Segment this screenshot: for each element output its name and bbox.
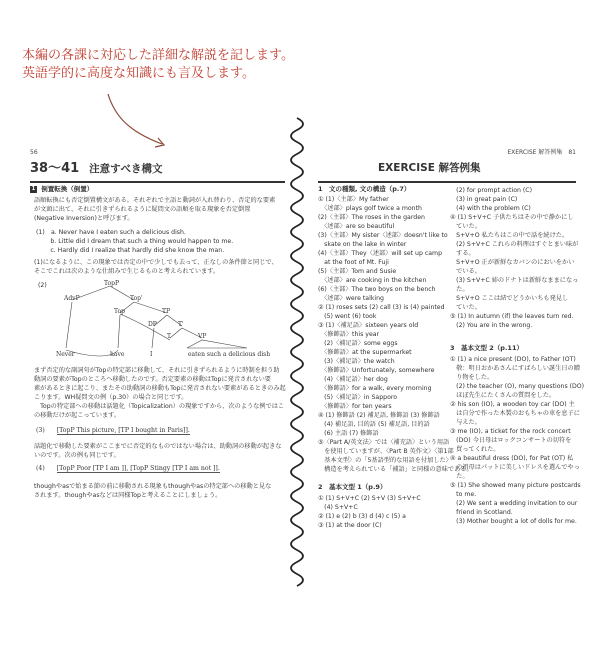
tree-node: Top' bbox=[130, 295, 143, 302]
answer-line: (2) You are in the wrong. bbox=[450, 322, 533, 329]
answer-line: (3) in great pain (C) bbox=[450, 196, 518, 203]
top-annotation-line2: 英語学的に高度な知識にも言及します。 bbox=[22, 66, 255, 81]
answer-line: ④ a beautiful dress (DO), for Pat (OT) 私 bbox=[450, 455, 574, 462]
tree-node: Top bbox=[114, 308, 125, 315]
answer-line: 基本文型〉の「5基語型的な用語を付加した〉 bbox=[318, 457, 452, 464]
section1-badge: 1 bbox=[31, 185, 36, 192]
answers-column-1b bbox=[318, 494, 446, 530]
answer-line: ③ (1) at the door (C) bbox=[318, 522, 382, 529]
answer-line: ② (1) e (2) b (3) d (4) c (5) a bbox=[318, 513, 406, 520]
answer-line: (2)〈主部〉The roses in the garden bbox=[318, 214, 425, 221]
answer-line: 構造を考えられている「補語」と同様の意味である。 bbox=[318, 466, 473, 473]
left-page bbox=[30, 148, 285, 648]
text-line: されます。thoughやasなどは同様Topと考えることにしましょう。 bbox=[34, 492, 222, 499]
tree-label: (2) bbox=[38, 282, 47, 289]
example-4-text: [TopP Poor [TP I am ]], [TopP Stingy [TP I am not ]]. bbox=[56, 465, 220, 472]
answer-line: する。 bbox=[450, 250, 475, 257]
answer-line: (2) S+V+C これらの料理はすぐとまい味が bbox=[450, 241, 579, 248]
left-page-number: 56 bbox=[30, 149, 38, 156]
answer-line: ほぼ先生にたくさんの質問をした。 bbox=[450, 392, 556, 399]
right-title-rule bbox=[318, 181, 576, 183]
tree-node: T' bbox=[178, 321, 184, 328]
top-annotation bbox=[22, 47, 322, 83]
text-line: いのです。次の例も同じです。 bbox=[34, 452, 120, 459]
example-line: c. Hardly did I realize that hardly did she know the man. bbox=[36, 247, 225, 254]
answer-line: ⑤ (1) She showed many picture postcards bbox=[450, 482, 581, 489]
text-line: まず否定的な副詞句がTopの特定部に移動して、それに引きずられるように時制を担う助 bbox=[34, 367, 280, 374]
answer-line: (2) the teacher (O), many questions (DO) bbox=[450, 383, 585, 390]
tree-node: TP bbox=[162, 308, 171, 315]
syntax-tree-diagram bbox=[42, 278, 272, 358]
answer-line: た。 bbox=[450, 286, 469, 293]
lesson-range: 38～41 bbox=[30, 161, 80, 176]
answer-line: ④ (1) 修飾語 (2) 補足語, 修飾語 (3) 修飾語 bbox=[318, 412, 440, 419]
example-4-label: (4) bbox=[36, 465, 45, 472]
right-page-title: EXERCISE 解答例集 bbox=[378, 162, 481, 174]
text-line: が文頭に出て、それに引きずられるように疑問文の語順を取る現象を否定倒置 bbox=[34, 206, 251, 213]
answer-line: ② his son (IO), a wooden toy car (DO) 主 bbox=[450, 401, 575, 408]
text-line: 話題化で移動した要素がここまでに否定的なものではない場合は、助動詞の移動が起きな bbox=[34, 443, 282, 450]
text-line: thoughやasで始まる節の前に移動される現象もthoughやasの特定部への移動と見な bbox=[34, 483, 272, 490]
answer-line: を使用していますが、〈Part B 英作文〉〈第1部 bbox=[318, 448, 454, 455]
answer-line: (2)〈補足語〉some eggs bbox=[318, 340, 398, 347]
answer-line: (3)〈補足語〉the watch bbox=[318, 358, 395, 365]
answer-line: (5) went (6) took bbox=[318, 313, 377, 320]
answer-line: ⑤ (1) In autumn (if) the leaves turn red. bbox=[450, 313, 574, 320]
answer-line: S+V+O ここは結でどうかいちも発見し bbox=[450, 295, 569, 302]
example-3-explanation bbox=[34, 442, 282, 460]
top-annotation-arrow bbox=[100, 92, 180, 152]
answer-line: S+V+O 私たちはこの中で話を続けた。 bbox=[450, 232, 569, 239]
answer-line: 〈修飾語〉Unfortunately, somewhere bbox=[318, 367, 435, 374]
answer-line: S+V+O 正が新鮮なカバンのにおいをかい bbox=[450, 259, 575, 266]
closing-text bbox=[34, 482, 282, 500]
answer-line: (4) with the problem (C) bbox=[450, 205, 531, 212]
answer-line: (6)〈主部〉The two boys on the bench bbox=[318, 286, 436, 293]
top-annotation-line1: 本編の各課に対応した詳細な解説を記します。 bbox=[22, 48, 294, 63]
answer-line: ④ (1) S+V+C 子供たちはその中で静かにし bbox=[450, 214, 574, 221]
answer-line: 敬：明日おかあさんにすばらしい誕生日の贈 bbox=[450, 365, 580, 372]
answer-line: (5)〈補足語〉in Sapporo bbox=[318, 394, 398, 401]
tree-node: eaten such a delicious dish bbox=[188, 351, 271, 358]
tree-node: have bbox=[110, 351, 125, 358]
lesson-title: 注意すべき構文 bbox=[89, 163, 163, 175]
answer-line: ていた。 bbox=[450, 304, 481, 311]
answer-line: at the foot of Mt. Fuji bbox=[318, 259, 389, 266]
answer-line: た。 bbox=[450, 473, 469, 480]
page-cut-divider bbox=[282, 118, 312, 578]
examples-1 bbox=[36, 228, 282, 255]
tree-node: AdvP bbox=[64, 295, 80, 302]
example-line: b. Little did I dream that such a thing would happen to me. bbox=[36, 238, 234, 245]
answer-line: り物をした。 bbox=[450, 374, 494, 381]
text-line: そこでこれは次のような仕組みで生じるものと考えられています。 bbox=[34, 268, 220, 275]
title-rule bbox=[30, 181, 285, 183]
answer-line: 〈述部〉plays golf twice a month bbox=[318, 205, 422, 212]
answer-line: (3)〈主部〉My sister〈述部〉doesn't like to bbox=[318, 232, 448, 239]
text-line: 素があるときに起こり、またその助動詞の移動もTopに発音されない要素があるときのみ起 bbox=[34, 385, 286, 392]
after-tree-text bbox=[34, 366, 286, 420]
answer-line: は自分で作った木製のおもちゃの車を息子に bbox=[450, 410, 580, 417]
tree-node: TopP bbox=[104, 280, 120, 287]
text-line: (1)になるように、この現象では否定の中で少しでも去って、正なしの条件節と同じで、 bbox=[34, 259, 278, 266]
tree-node: DP bbox=[148, 321, 157, 328]
tree-node: VP bbox=[198, 333, 207, 340]
answer-line: (3) S+V+C 姉のドナトは新鮮なままになっ bbox=[450, 277, 579, 284]
answer-line: の祖母はパットに美しいドレスを選んでやっ bbox=[450, 464, 580, 471]
text-line: (Negative Inversion)と呼びます。 bbox=[34, 215, 134, 222]
answer-line: (4) S+V+C bbox=[318, 504, 358, 511]
answer-line: 〈修飾語〉for ten years bbox=[318, 403, 392, 410]
answer-line: 〈修飾語〉at the supermarket bbox=[318, 349, 412, 356]
answer-line: 〈修飾語〉this year bbox=[318, 331, 380, 338]
answer-line: (4)〈主部〉They〈述部〉will set up camp bbox=[318, 250, 443, 257]
example-3 bbox=[36, 426, 282, 435]
answer-line: friend in Scotland. bbox=[450, 509, 513, 516]
answer-line: (6) 主語 (7) 修飾語 bbox=[318, 430, 379, 437]
right-section3-heading: 3 基本文型 2（p.11） bbox=[450, 344, 523, 352]
section1-label: 倒置転換（倒置） bbox=[41, 185, 94, 193]
right-section2-heading: 2 基本文型 1（p.9） bbox=[318, 483, 387, 491]
intro-text bbox=[34, 196, 282, 223]
answer-line: (2) We sent a wedding invitation to our bbox=[450, 500, 578, 507]
text-line: こります。WH疑問文の例（p.30）の場合と同じです。 bbox=[34, 394, 188, 401]
answer-line: (DO) 今日母はロックコンサートの切符を bbox=[450, 437, 572, 444]
example-3-line bbox=[36, 426, 282, 435]
example-4-line bbox=[36, 464, 282, 473]
answer-line: (4) 補足語, 目的語 (5) 補足語, 目的語 bbox=[318, 421, 430, 428]
text-line: 語順転換にも否定倒置構文がある。それぞれで主語と動詞が入れ替わり、否定的な要素 bbox=[34, 197, 276, 204]
answer-line: skate on the lake in winter bbox=[318, 241, 407, 248]
section1-heading bbox=[30, 185, 93, 194]
right-page-header: EXERCISE 解答例集 81 bbox=[507, 149, 576, 156]
answer-line: ① (1) S+V+C (2) S+V (3) S+V+C bbox=[318, 495, 421, 502]
example-line: (1) a. Never have I eaten such a delicious dish. bbox=[36, 229, 186, 236]
answer-line: でいる。 bbox=[450, 268, 481, 275]
answer-line: 買ってくれた。 bbox=[450, 446, 500, 453]
answer-line: ていた。 bbox=[450, 223, 481, 230]
answers-column-2b bbox=[450, 355, 585, 526]
answer-line: (5)〈主部〉Tom and Susie bbox=[318, 268, 397, 275]
right-section1-heading: 1 文の種類, 文の構造（p.7） bbox=[318, 185, 411, 193]
example-3-label: (3) bbox=[36, 427, 45, 434]
answers-column-2 bbox=[450, 186, 579, 330]
explanation-text bbox=[34, 258, 282, 276]
left-page-title bbox=[30, 161, 163, 176]
text-line: 動詞の要素がTopのところへ移動したのです。否定要素の移動はTopに発音されない要 bbox=[34, 376, 271, 383]
tree-node: T bbox=[167, 333, 172, 340]
answer-line: 〈述部〉are cooking in the kitchen bbox=[318, 277, 427, 284]
right-page bbox=[318, 148, 585, 648]
example-3-text: [TopP This picture, [TP I bought in Paris]]. bbox=[56, 427, 190, 434]
answer-line: ② (1) roses sets (2) call (3) is (4) painted bbox=[318, 304, 445, 311]
tree-node: Never bbox=[56, 351, 75, 358]
answer-line: 与えた。 bbox=[450, 419, 481, 426]
answer-line: ① (1) a nice present (DO), to Father (OT) bbox=[450, 356, 576, 363]
tree-node: I bbox=[150, 351, 153, 358]
text-line: Topの特定部への移動は話題化（Topicalization）の現象ですから、次のような例ではこ bbox=[34, 403, 285, 410]
answer-line: 〈修飾語〉for a walk, every morning bbox=[318, 385, 432, 392]
answer-line: (4)〈補足語〉her dog bbox=[318, 376, 388, 383]
answer-line: ③ (1)〈補足語〉sixteen years old bbox=[318, 322, 419, 329]
text-line: の移動だけが起こっています。 bbox=[34, 412, 121, 419]
answer-line: 〈述部〉are so beautiful bbox=[318, 223, 395, 230]
answer-line: (3) Mother bought a lot of dolls for me. bbox=[450, 518, 577, 525]
answer-line: ⑤〈Part A/英文法〉では〈補充語〉という用語 bbox=[318, 439, 450, 446]
answer-line: to me. bbox=[450, 491, 477, 498]
example-4 bbox=[36, 464, 282, 473]
answer-line: (2) for prompt action (C) bbox=[450, 187, 533, 194]
answer-line: 〈述部〉were talking bbox=[318, 295, 384, 302]
answer-line: ① (1)〈主部〉My father bbox=[318, 196, 389, 203]
answer-line: ③ me (IO), a ticket for the rock concert bbox=[450, 428, 571, 435]
